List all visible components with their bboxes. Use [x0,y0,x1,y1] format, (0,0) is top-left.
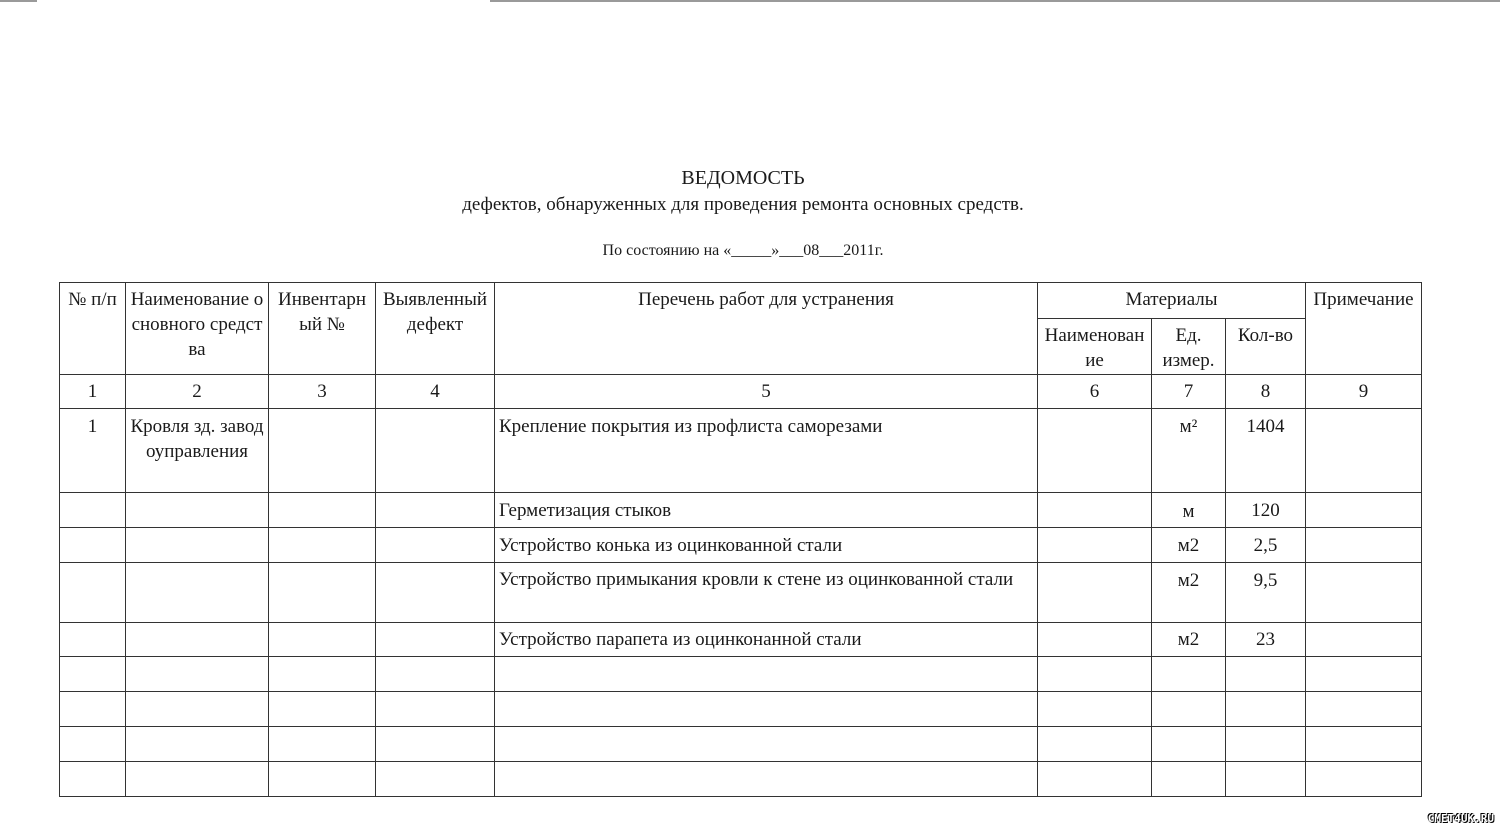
col-number: 4 [376,375,495,409]
row-note [1306,409,1422,493]
row-qty: 9,5 [1226,563,1306,623]
row-inventory [269,409,376,493]
row-num: 1 [60,409,126,493]
row-note [1306,563,1422,623]
table-row [60,563,1422,623]
empty-row [60,727,1422,762]
header-unit: Ед. измер. [1152,319,1226,375]
row-defect [376,409,495,493]
row-material-name [1038,563,1152,623]
row-asset [126,493,269,528]
row-note [1306,528,1422,563]
header-num: № п/п [60,283,126,375]
document-title: ВЕДОМОСТЬ [681,167,805,189]
empty-row [60,657,1422,692]
scan-edge-line [0,0,37,2]
row-material-name [1038,528,1152,563]
table-row [60,623,1422,657]
row-defect [376,623,495,657]
header-note: Примечание [1306,283,1422,375]
table-row [60,409,1422,493]
row-qty: 1404 [1226,409,1306,493]
row-unit: м [1152,493,1226,528]
row-unit: м2 [1152,528,1226,563]
col-number: 9 [1306,375,1422,409]
row-qty: 120 [1226,493,1306,528]
row-note [1306,493,1422,528]
document-subtitle: дефектов, обнаруженных для проведения ремонта основных средств. [462,194,1024,215]
row-work: Устройство парапета из оцинконанной стали [495,623,1038,657]
empty-row [60,692,1422,727]
watermark: СМЕТ4UK.RU [1427,812,1494,825]
row-inventory [269,623,376,657]
table-row [60,493,1422,528]
header-asset-name: Наименование основного средства [126,283,269,375]
row-work: Герметизация стыков [495,493,1038,528]
row-work: Устройство конька из оцинкованной стали [495,528,1038,563]
row-num [60,493,126,528]
header-works: Перечень работ для устранения [495,283,1038,375]
date-line: По состоянию на «_____»___08___2011г. [602,242,884,259]
row-note [1306,623,1422,657]
empty-row [60,762,1422,797]
header-qty: Кол-во [1226,319,1306,375]
header-inventory: Инвентарный № [269,283,376,375]
row-asset [126,563,269,623]
row-work: Устройство примыкания кровли к стене из оцинкованной стали [495,563,1038,623]
row-unit: м² [1152,409,1226,493]
row-material-name [1038,623,1152,657]
row-unit: м2 [1152,623,1226,657]
col-number: 8 [1226,375,1306,409]
row-material-name [1038,409,1152,493]
row-qty: 2,5 [1226,528,1306,563]
row-unit: м2 [1152,563,1226,623]
col-number: 6 [1038,375,1152,409]
row-asset [126,528,269,563]
row-work: Крепление покрытия из профлиста саморезами [495,409,1038,493]
col-number: 5 [495,375,1038,409]
row-inventory [269,493,376,528]
row-num [60,528,126,563]
scan-edge-line [490,0,1500,2]
row-qty: 23 [1226,623,1306,657]
defects-table [59,282,1422,797]
row-asset: Кровля зд. заводоуправления [126,409,269,493]
header-material-name: Наименование [1038,319,1152,375]
table-row [60,528,1422,563]
row-num [60,623,126,657]
col-number: 1 [60,375,126,409]
row-num [60,563,126,623]
row-asset [126,623,269,657]
row-defect [376,563,495,623]
row-defect [376,528,495,563]
row-inventory [269,528,376,563]
col-number: 3 [269,375,376,409]
row-defect [376,493,495,528]
row-material-name [1038,493,1152,528]
col-number: 7 [1152,375,1226,409]
header-defect: Выявленный дефект [376,283,495,375]
col-number: 2 [126,375,269,409]
header-materials: Материалы [1038,283,1306,319]
row-inventory [269,563,376,623]
